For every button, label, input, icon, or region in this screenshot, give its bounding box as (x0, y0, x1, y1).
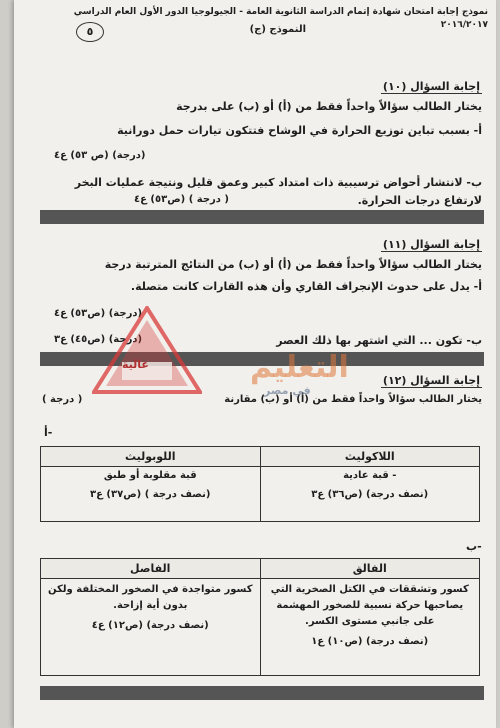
question-12-title: إجابة السؤال (١٢) (382, 374, 480, 387)
question-10-answer-a: أ- بسبب تباين توزيع الحرارة في الوشاح فتتكون تيارات حمل دورانية (117, 124, 482, 137)
table-header-lopolith: اللوبوليث (41, 447, 261, 467)
question-12-instruction: يختار الطالب سؤالاً واحداً فقط من (أ) أو (ب) مقارنة (224, 394, 482, 405)
model-row (54, 22, 496, 42)
document-header: نموذج إجابة امتحان شهادة إتمام الدراسة الثانوية العامة - الجيولوجيا الدور الأول العام الدراسي ٢٠١٦/٢٠١٧ (73, 7, 488, 30)
part-b-label: ب- (466, 540, 482, 553)
cell-reference: (نصف درجة) (ص١٠) ع١ (311, 636, 429, 647)
question-12-score: ( درجة ) (42, 394, 83, 405)
cell-reference: (نصف درجة) (ص١٢) ع٤ (91, 620, 209, 631)
model-label: النموذج (ج) (249, 24, 306, 35)
question-10-a-reference: (درجة) (ص ٥٣) ع٤ (54, 150, 146, 161)
cell-reference: (نصف درجة ) (ص٣٧) ع٣ (89, 489, 211, 500)
table-cell (41, 579, 261, 676)
table-header-joint: الفاصل (41, 559, 261, 579)
question-10-answer-b-line1: ب- لانتشار أحواض ترسيبية ذات امتداد كبير وعمق قليل ونتيجة عمليات البخر (74, 176, 482, 189)
cell-text: كسور وتشققات في الكتل الصخرية التي يصاحبها حركة نسبية للصخور المهشمة على جانبي مستوى الكسر. (270, 584, 469, 627)
question-11-answer-a: أ- يدل على حدوث الإنجراف القاري وأن هذه القارات كانت متصلة. (130, 280, 482, 293)
table-cell (260, 579, 480, 676)
comparison-table-a (40, 446, 480, 522)
section-divider-bar (40, 686, 484, 700)
question-10-instruction: يختار الطالب سؤالاً واحداً فقط من (أ) أو (ب) على بدرجة (176, 100, 482, 113)
site-watermark: التعليم (250, 350, 349, 385)
question-11-instruction: يختار الطالب سؤالاً واحداً فقط من (أ) أو (ب) من النتائج المترتبة درجة (104, 258, 482, 271)
red-stamp-logo (92, 306, 202, 398)
section-divider-bar (40, 210, 484, 224)
question-11-b-reference: (درجة) (ص٤٥) ع٣ (54, 334, 143, 345)
cell-reference: (نصف درجة) (ص٣٦) ع٣ (311, 489, 429, 500)
stamp-text: عالية (122, 358, 149, 371)
question-11-a-reference: (درجة) (ص٥٣) ع٤ (54, 308, 143, 319)
cell-text: كسور متواجدة في الصخور المختلفة ولكن بدون أية إزاحة. (47, 584, 253, 611)
table-header-laccolith: اللاكوليث (260, 447, 480, 467)
question-11-answer-b: ب- تكون ... التي اشتهر بها ذلك العصر (276, 334, 482, 347)
question-10-answer-b-line2: لارتفاع درجات الحرارة. (357, 194, 482, 207)
question-10-title: إجابة السؤال (١٠) (382, 80, 480, 93)
cell-text: قبة مقلوبة أو طبق (103, 470, 197, 481)
cell-text: - قبة عادية (343, 470, 397, 481)
question-11-title: إجابة السؤال (١١) (382, 238, 480, 251)
exam-answer-page (14, 0, 496, 728)
page-number: ٥ (76, 22, 104, 42)
table-cell (260, 467, 480, 522)
part-a-label: أ- (44, 426, 53, 439)
comparison-table-b (40, 558, 480, 676)
question-10-b-reference: ( درجة ) (ص٥٣) ع٤ (134, 194, 229, 205)
table-header-fault: الفالق (260, 559, 480, 579)
table-cell (41, 467, 261, 522)
site-watermark-sub: في مصر (264, 384, 311, 397)
